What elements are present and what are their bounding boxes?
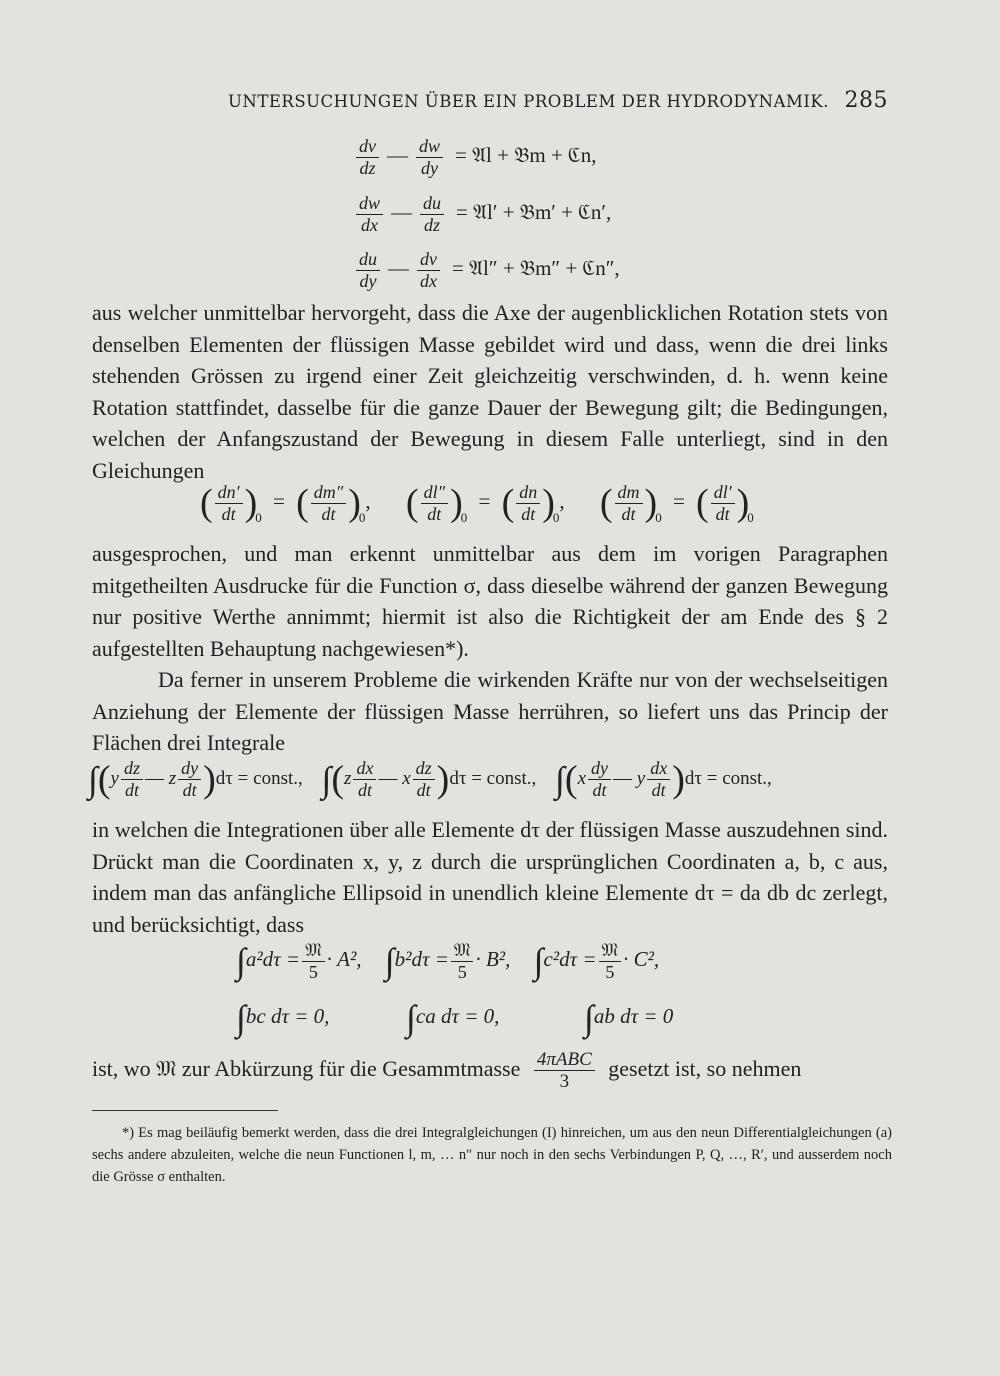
moment-integral-c: ∫c²dτ = $\frac{\text{𝔐}}{5}$ · C², — [533, 940, 660, 982]
initial-condition-3: ( $\frac{dm}{dt}$ )$_0$ = ( $\frac{dl'}{dt}$ )$_0$ — [599, 482, 754, 525]
rotation-equation-3: $\frac{du}{dy}$ — $\frac{dv}{dx}$ = 𝔄l″ + 𝔅m″ + ℭn″, — [354, 249, 620, 291]
initial-condition-2: ( $\frac{dl''}{dt}$ )$_0$ = ( $\frac{dn}{dt}$ )$_0$, — [405, 482, 570, 525]
area-integral-3: ∫(x $\frac{dy}{dt}$ — y $\frac{dx}{dt}$ )dτ = const., — [555, 758, 772, 801]
paragraph-2: ausgesprochen, und man erkennt unmittelbar aus dem im vorigen Paragraphen mitgetheilten Ausdrucke für die Function σ, dass dieselbe während der ganzen Bewegung nur positive Werthe annimmt; hiermit ist also die Richtigkeit der am Ende des § 2 aufgestellten Behauptung nachgewiesen*). — [92, 541, 888, 661]
page-number: 285 — [844, 88, 888, 113]
paragraph-3: Da ferner in unserem Probleme die wirkenden Kräfte nur von der wechselseitigen Anziehung der Elemente der flüssigen Masse herrühren, so liefert uns das Princip der Flächen drei Integrale — [92, 667, 888, 755]
zero-integral-ca: ∫ca dτ = 0, — [406, 998, 500, 1038]
zero-integral-bc: ∫bc dτ = 0, — [236, 998, 330, 1038]
footnote-rule — [92, 1110, 278, 1111]
area-integral-2: ∫(z $\frac{dx}{dt}$ — x $\frac{dz}{dt}$ )dτ = const., — [321, 758, 537, 801]
rotation-equation-2: $\frac{dw}{dx}$ — $\frac{du}{dz}$ = 𝔄l′ + 𝔅m′ + ℭn′, — [354, 193, 611, 235]
initial-condition-1: ( $\frac{dn'}{dt}$ )$_0$ = ( $\frac{dm''}{dt}$ )$_0$, — [200, 482, 376, 525]
paragraph-4: in welchen die Integrationen über alle Elemente dτ der flüssigen Masse auszudehnen sind. Drückt man die Coordinaten x, y, z durch die ursprünglichen Coordinaten a, b, c aus, indem man das anfängliche Ellipsoid in unendlich kleine Elemente dτ = da db dc zerlegt, und berücksichtigt, dass — [92, 817, 888, 937]
moment-integrals — [236, 940, 659, 982]
running-title: UNTERSUCHUNGEN ÜBER EIN PROBLEM DER HYDRODYNAMIK. — [228, 92, 829, 111]
last-line: ist, wo 𝔐 zur Abkürzung für die Gesammtmasse $\frac{\text{4πABC}}{3}$ gesetzt ist, so nehmen — [92, 1048, 802, 1093]
footnote: *) Es mag beiläufig bemerkt werden, dass die drei Integralgleichungen (I) hinreichen, um aus den neun Differentialgleichungen (a) sechs andere abzuleiten, welche die neun Functionen l, m, … n″ nur noch in den sechs Verbindungen P, Q, …, R′, und ausserdem noch die Grösse σ enthalten. — [92, 1125, 892, 1185]
paragraph-1: aus welcher unmittelbar hervorgeht, dass die Axe der augenblicklichen Rotation stets von denselben Elementen der flüssigen Masse gebildet wird und dass, wenn die drei links stehenden Grössen zu irgend einer Zeit gleichzeitig verschwinden, d. h. wenn keine Rotation stattfindet, dasselbe für die ganze Dauer der Bewegung gilt; die Bedingungen, welchen der Anfangszustand der Bewegung in diesem Falle unterliegt, sind in den Gleichungen — [92, 300, 888, 483]
moment-integral-b: ∫b²dτ = $\frac{\text{𝔐}}{5}$ · B², — [384, 940, 511, 982]
moment-integral-a: ∫a²dτ = $\frac{\text{𝔐}}{5}$ · A², — [236, 940, 362, 982]
rotation-equation-1: $\frac{dv}{dz}$ — $\frac{dw}{dy}$ = 𝔄l + 𝔅m + ℭn, — [354, 136, 596, 178]
area-integral-1: ∫(y $\frac{dz}{dt}$ — z $\frac{dy}{dt}$ )dτ = const., — [88, 758, 303, 801]
zero-integral-ab: ∫ab dτ = 0 — [584, 998, 674, 1038]
area-integrals — [88, 758, 772, 800]
initial-conditions — [200, 482, 754, 526]
